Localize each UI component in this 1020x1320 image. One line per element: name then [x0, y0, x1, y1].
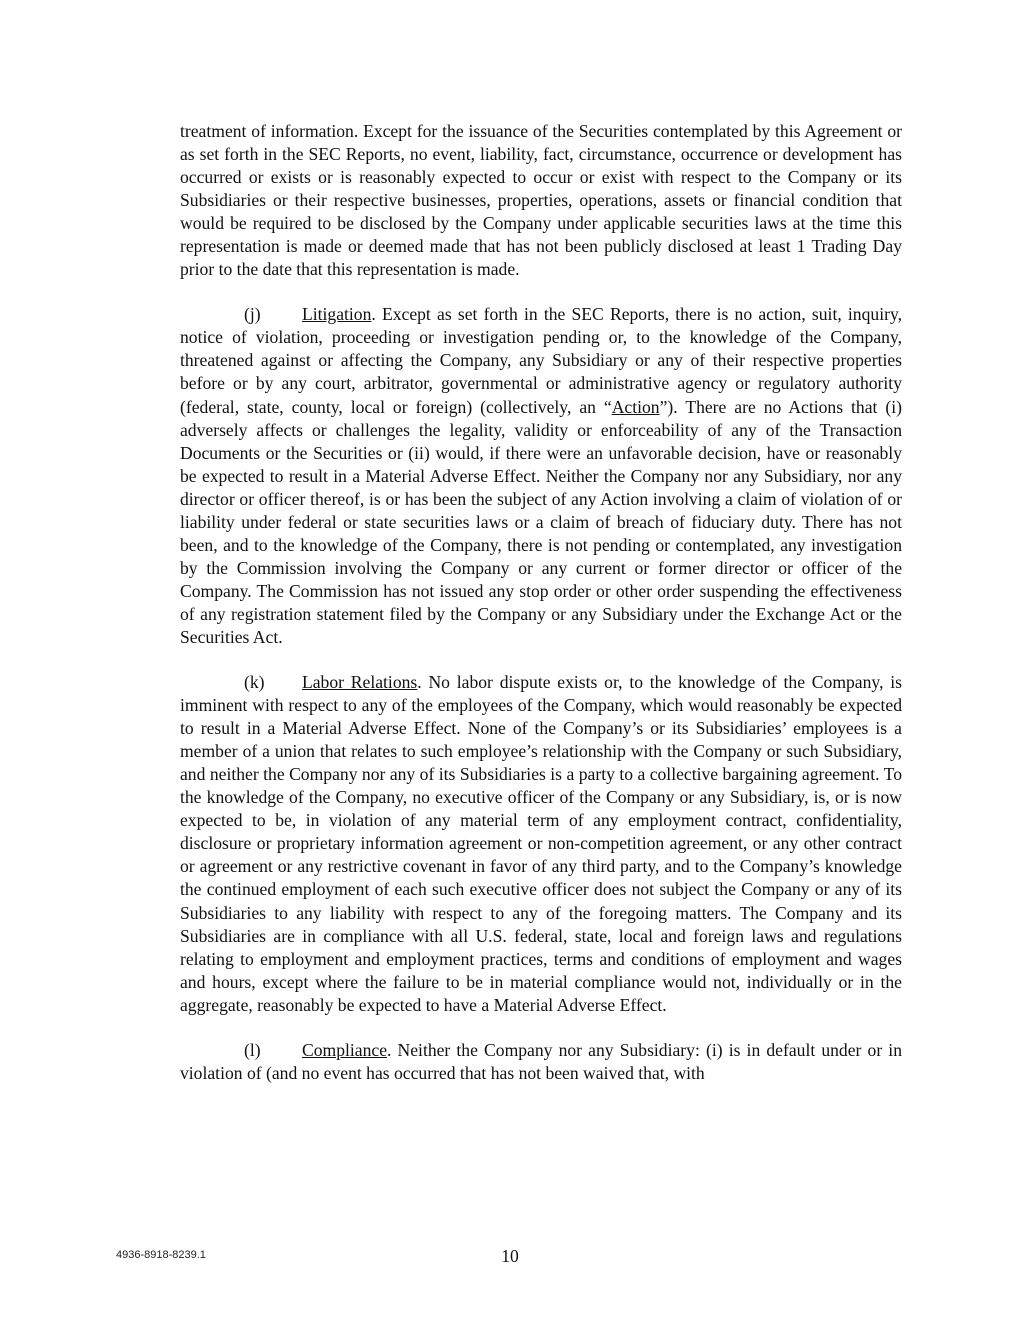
section-l-heading: Compliance — [302, 1039, 388, 1060]
document-body — [180, 120, 902, 1107]
section-l-text: . Neither the Company nor any Subsidiary: (i) is in default under or in violation of (and no event has occurred that has not been waived that, with — [180, 1039, 902, 1083]
section-j-number: (j) — [244, 304, 261, 325]
page-number: 10 — [501, 1246, 519, 1266]
section-j-heading: Litigation — [302, 304, 372, 325]
section-k-paragraph — [180, 671, 902, 1017]
section-j-text-part1: . Except as set forth in the SEC Reports, there is no action, suit, inquiry, notice of violation, proceeding or investigation pending or, to the knowledge of the Company, threatened against or affecting the Company, any Subsidiary or any of their respective properties before or by any court, arbitrator, governmental or administrative agency or regulatory authority (federal, state, county, local or foreign) (collectively, an “ — [180, 304, 902, 417]
section-l-paragraph — [180, 1039, 902, 1085]
section-l-number: (l) — [244, 1039, 261, 1060]
section-k-heading: Labor Relations — [302, 672, 418, 693]
intro-paragraph: treatment of information. Except for the issuance of the Securities contemplated by this Agreement or as set forth in the SEC Reports, no event, liability, fact, circumstance, occurrence or development has occurred or exists or is reasonably expected to occur or exist with respect to the Company or its Subsidiaries or their respective businesses, properties, operations, assets or financial condition that would be required to be disclosed by the Company under applicable securities laws at the time this representation is made or deemed made that has not been publicly disclosed at least 1 Trading Day prior to the date that this representation is made. — [180, 121, 902, 280]
section-k-text: . No labor dispute exists or, to the knowledge of the Company, is imminent with respect to any of the employees of the Company, which would reasonably be expected to result in a Material Adverse Effect. None of the Company’s or its Subsidiaries’ employees is a member of a union that relates to such employee’s relationship with the Company or such Subsidiary, and neither the Company nor any of its Subsidiaries is a party to a collective bargaining agreement. To the knowledge of the Company, no executive officer of the Company or any Subsidiary, is, or is now expected to be, in violation of any material term of any employment contract, confidentiality, disclosure or proprietary information agreement or non-competition agreement, or any other contract or agreement or any restrictive covenant in favor of any third party, and to the Company’s knowledge the continued employment of each such executive officer does not subject the Company or any of its Subsidiaries to any liability with respect to any of the foregoing matters. The Company and its Subsidiaries are in compliance with all U.S. federal, state, local and foreign laws and regulations relating to employment and employment practices, terms and conditions of employment and wages and hours, except where the failure to be in material compliance would not, individually or in the aggregate, reasonably be expected to have a Material Adverse Effect. — [180, 672, 902, 1015]
section-j-text-part2: ”). There are no Actions that (i) adversely affects or challenges the legality, validity or enforceability of any of the Transaction Documents or the Securities or (ii) would, if there were an unfavorable decision, have or reasonably be expected to result in a Material Adverse Effect. Neither the Company nor any Subsidiary, nor any director or officer thereof, is or has been the subject of any Action involving a claim of violation of or liability under federal or state securities laws or a claim of breach of fiduciary duty. There has not been, and to the knowledge of the Company, there is not pending or contemplated, any investigation by the Commission involving the Company or any current or former director or officer of the Company. The Commission has not issued any stop order or other order suspending the effectiveness of any registration statement filed by the Company or any Subsidiary under the Exchange Act or the Securities Act. — [180, 396, 902, 647]
defined-term-action: Action — [611, 396, 660, 417]
section-j-paragraph — [180, 303, 902, 649]
footer-document-id: 4936-8918-8239.1 — [116, 1249, 206, 1261]
section-k-number: (k) — [244, 672, 265, 693]
